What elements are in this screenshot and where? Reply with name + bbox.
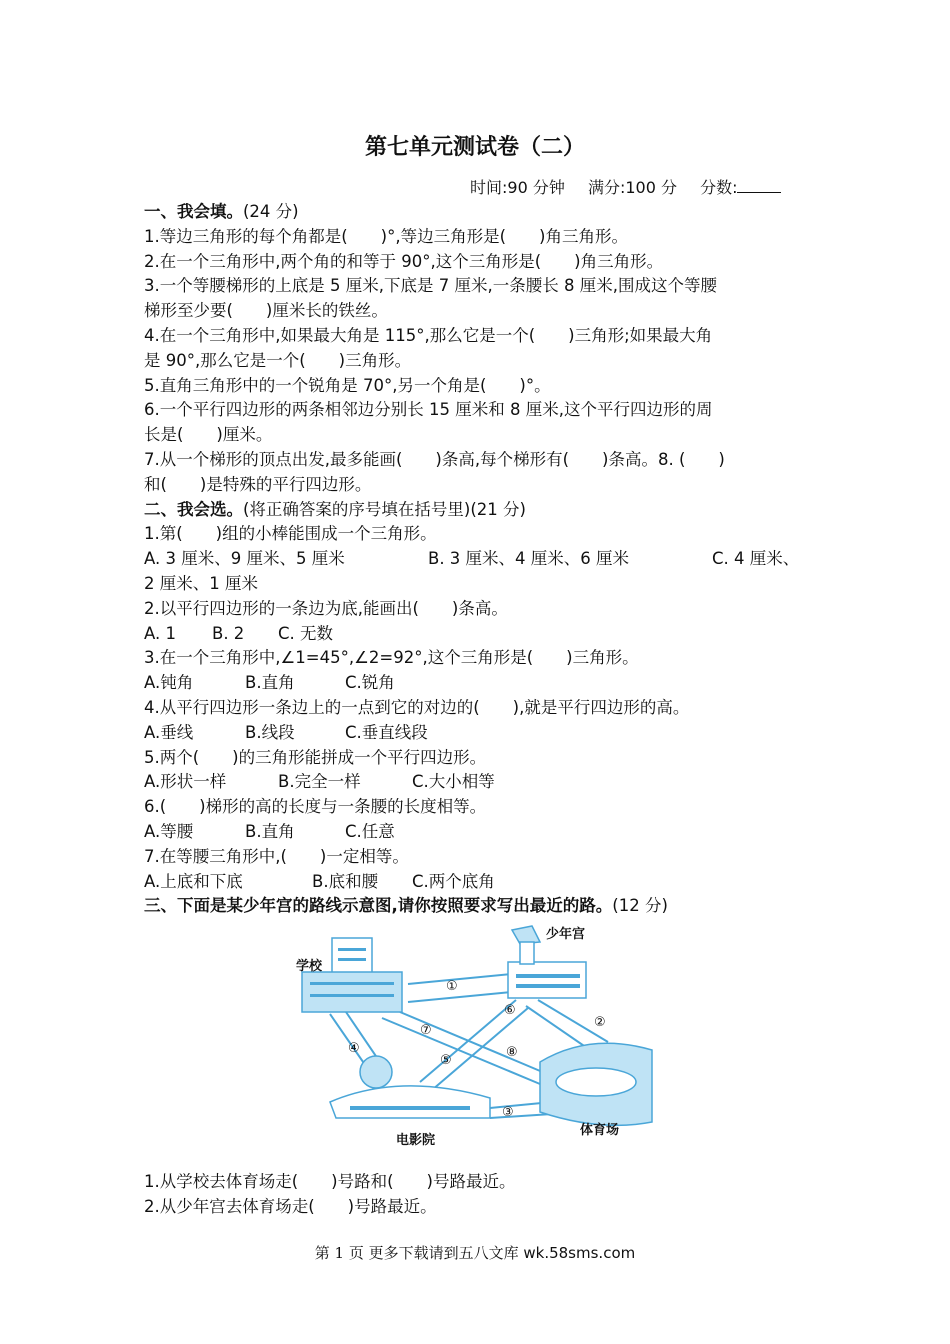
s2-q6-option-b: B.直角 xyxy=(245,821,295,841)
s2-q4-options xyxy=(144,721,812,746)
map-label-cinema: 电影院 xyxy=(396,1133,436,1148)
s2-question-2: 2.以平行四边形的一条边为底,能画出( )条高。 xyxy=(144,598,508,618)
s2-q5-option-c: C.大小相等 xyxy=(412,772,495,792)
s2-q5-option-b: B.完全一样 xyxy=(278,772,361,792)
page-footer xyxy=(0,1242,950,1263)
s2-q1-options xyxy=(144,547,812,572)
s2-question-1: 1.第( )组的小棒能围成一个三角形。 xyxy=(144,524,437,544)
s1-question-7a: 7.从一个梯形的顶点出发,最多能画( )条高,每个梯形有( )条高。8. ( ) xyxy=(144,449,725,469)
s2-q6-option-a: A.等腰 xyxy=(144,821,194,841)
s2-q7-options xyxy=(144,870,812,895)
route-label-2: ② xyxy=(594,1015,606,1030)
exam-score-label: 分数: xyxy=(700,178,799,197)
s1-question-6a: 6.一个平行四边形的两条相邻边分别长 15 厘米和 8 厘米,这个平行四边形的周 xyxy=(144,400,713,420)
s1-question-3a: 3.一个等腰梯形的上底是 5 厘米,下底是 7 厘米,一条腰长 8 厘米,围成这个等腰 xyxy=(144,276,717,296)
s2-q6-option-c: C.任意 xyxy=(345,821,395,841)
footer-text: 第 1 页 更多下载请到五八文库 xyxy=(314,1244,524,1262)
route-map xyxy=(290,922,660,1152)
section-3-questions xyxy=(144,1170,516,1220)
exam-content xyxy=(144,200,812,919)
footer-link[interactable]: wk.58sms.com xyxy=(523,1244,636,1262)
s2-q1-option-a: A. 3 厘米、9 厘米、5 厘米 xyxy=(144,549,345,569)
route-label-4: ④ xyxy=(348,1041,360,1056)
s2-q3-option-c: C.锐角 xyxy=(345,673,395,693)
route-label-5: ⑤ xyxy=(440,1053,452,1068)
s1-question-2: 2.在一个三角形中,两个角的和等于 90°,这个三角形是( )角三角形。 xyxy=(144,251,664,271)
s2-q3-options xyxy=(144,671,812,696)
s1-question-4b: 是 90°,那么它是一个( )三角形。 xyxy=(144,350,412,370)
s2-q7-option-c: C.两个底角 xyxy=(412,871,495,891)
cinema-building xyxy=(330,1056,490,1118)
s2-question-3: 3.在一个三角形中,∠1=45°,∠2=92°,这个三角形是( )三角形。 xyxy=(144,648,639,668)
s1-question-7b: 和( )是特殊的平行四边形。 xyxy=(144,474,372,494)
map-label-stadium: 体育场 xyxy=(580,1123,620,1138)
s1-question-1: 1.等边三角形的每个角都是( )°,等边三角形是( )角三角形。 xyxy=(144,226,628,246)
s2-q3-option-a: A.钝角 xyxy=(144,673,194,693)
s1-question-5: 5.直角三角形中的一个锐角是 70°,另一个角是( )°。 xyxy=(144,375,551,395)
s2-q2-option-b: B. 2 xyxy=(212,623,245,643)
route-label-8: ⑧ xyxy=(506,1045,518,1060)
s2-q4-option-a: A.垂线 xyxy=(144,722,194,742)
s2-q1-option-c: C. 4 厘米、 xyxy=(712,549,800,569)
road-7-8 xyxy=(382,1012,552,1084)
section-3-heading: 三、下面是某少年宫的路线示意图,请你按照要求写出最近的路。(12 分) xyxy=(144,896,668,916)
map-label-school: 学校 xyxy=(296,959,323,974)
route-label-7: ⑦ xyxy=(420,1023,432,1038)
s2-q4-option-b: B.线段 xyxy=(245,722,295,742)
exam-meta xyxy=(470,175,817,198)
s2-q2-options xyxy=(144,622,812,647)
s1-question-6b: 长是( )厘米。 xyxy=(144,425,273,445)
s3-question-1: 1.从学校去体育场走( )号路和( )号路最近。 xyxy=(144,1172,516,1191)
s1-question-4a: 4.在一个三角形中,如果最大角是 115°,那么它是一个( )三角形;如果最大角 xyxy=(144,325,713,345)
route-label-1: ① xyxy=(446,979,458,994)
s2-q1-option-c-cont: 2 厘米、1 厘米 xyxy=(144,573,258,593)
s2-question-7: 7.在等腰三角形中,( )一定相等。 xyxy=(144,846,409,866)
exam-time: 时间:90 分钟 xyxy=(470,178,565,197)
school-building xyxy=(302,938,402,1012)
s2-q3-option-b: B.直角 xyxy=(245,673,295,693)
score-blank xyxy=(737,192,781,193)
s2-q7-option-b: B.底和腰 xyxy=(312,871,379,891)
page-title: 第七单元测试卷（二） xyxy=(364,134,585,160)
map-label-palace: 少年宫 xyxy=(546,927,586,942)
s2-q2-option-c: C. 无数 xyxy=(278,623,334,643)
s2-q5-options xyxy=(144,770,812,795)
section-2-heading: 二、我会选。(将正确答案的序号填在括号里)(21 分) xyxy=(144,499,526,519)
s2-q7-option-a: A.上底和下底 xyxy=(144,871,243,891)
s2-q1-option-b: B. 3 厘米、4 厘米、6 厘米 xyxy=(428,549,630,569)
route-label-3: ③ xyxy=(502,1105,514,1120)
stadium-building xyxy=(540,1043,652,1125)
route-label-6: ⑥ xyxy=(504,1003,516,1018)
s2-question-5: 5.两个( )的三角形能拼成一个平行四边形。 xyxy=(144,747,487,767)
s2-question-4: 4.从平行四边形一条边上的一点到它的对边的( ),就是平行四边形的高。 xyxy=(144,697,690,717)
s2-question-6: 6.( )梯形的高的长度与一条腰的长度相等。 xyxy=(144,797,487,817)
s2-q4-option-c: C.垂直线段 xyxy=(345,722,428,742)
s3-question-2: 2.从少年宫去体育场走( )号路最近。 xyxy=(144,1196,437,1216)
section-1-heading: 一、我会填。(24 分) xyxy=(144,202,299,221)
exam-full-score: 满分:100 分 xyxy=(587,178,677,197)
s2-q6-options xyxy=(144,820,812,845)
road-1 xyxy=(408,974,512,1002)
s2-q2-option-a: A. 1 xyxy=(144,623,176,643)
s1-question-3b: 梯形至少要( )厘米长的铁丝。 xyxy=(144,301,388,321)
s2-q5-option-a: A.形状一样 xyxy=(144,772,227,792)
